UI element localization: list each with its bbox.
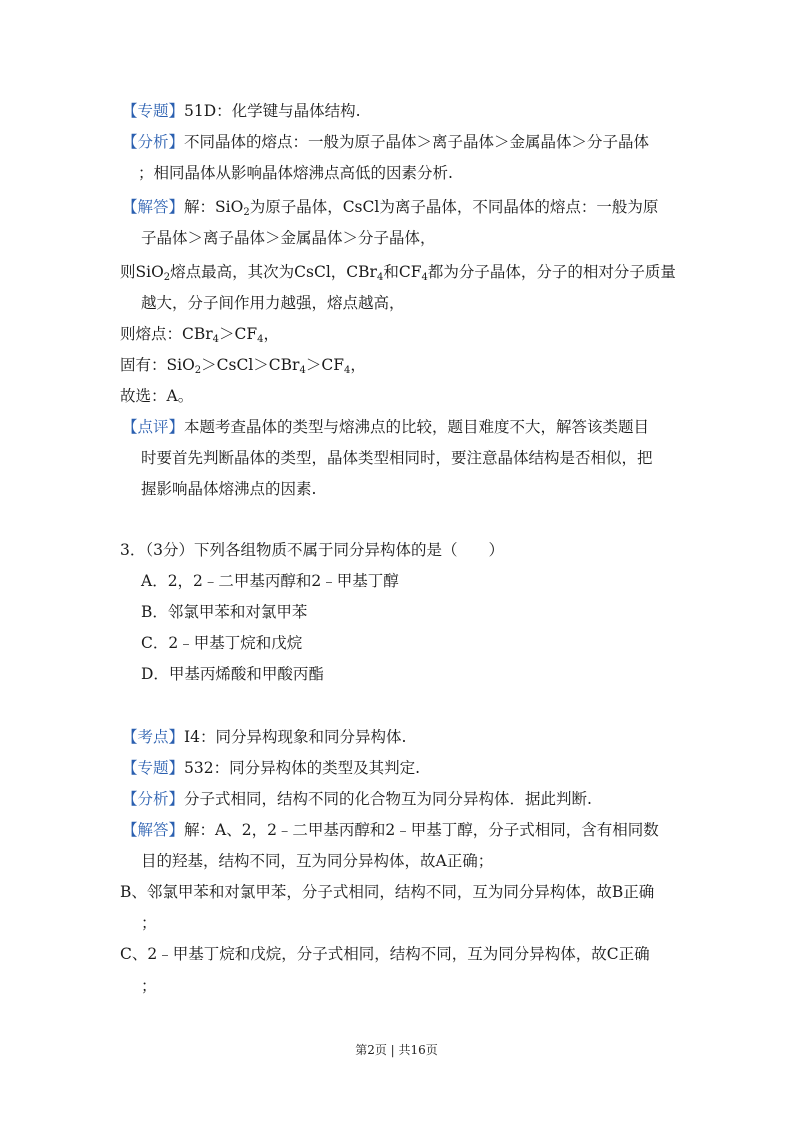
text: 和CF bbox=[383, 263, 422, 281]
option-d-text: D．甲基丙烯酸和甲酸丙酯 bbox=[141, 665, 324, 683]
answer-text-8: 解：A、2，2﹣二甲基丙醇和2﹣甲基丁醇，分子式相同，含有相同数 bbox=[184, 821, 659, 839]
comment-text-3: 握影响晶体熔沸点的因素. bbox=[141, 480, 317, 498]
option-a-text: A．2，2﹣二甲基丙醇和2﹣甲基丁醇 bbox=[141, 572, 399, 590]
text: 熔点最高，其次为CsCl，CBr bbox=[170, 263, 377, 281]
answer-line-1 bbox=[122, 197, 658, 217]
comment-text-1: 本题考查晶体的类型与熔沸点的比较，题目难度不大，解答该类题目 bbox=[184, 418, 650, 436]
topic-tag-2: 【专题】 bbox=[122, 759, 185, 777]
comment-line-2 bbox=[141, 448, 653, 468]
analysis-tag: 【分析】 bbox=[122, 133, 185, 151]
text: ＞CsCl＞CBr bbox=[201, 356, 300, 374]
comment-text-2: 时要首先判断晶体的类型，晶体类型相同时，要注意晶体结构是否相似，把 bbox=[141, 449, 653, 467]
option-d bbox=[141, 664, 324, 684]
option-b-text: B．邻氯甲苯和对氯甲苯 bbox=[141, 603, 308, 621]
text: ＞CF bbox=[305, 356, 344, 374]
analysis-text-3: 分子式相同，结构不同的化合物互为同分异构体．据此判断. bbox=[184, 790, 592, 808]
topic-line-2 bbox=[122, 758, 420, 778]
answer-tag: 【解答】 bbox=[122, 198, 185, 216]
option-b bbox=[141, 602, 307, 622]
answer-line-2 bbox=[141, 228, 436, 248]
subscript: 4 bbox=[257, 334, 264, 345]
point-line bbox=[122, 727, 406, 747]
comment-tag: 【点评】 bbox=[122, 418, 185, 436]
answer-text-b: B、邻氯甲苯和对氯甲苯，分子式相同，结构不同，互为同分异构体，故B正确 bbox=[120, 883, 655, 901]
text: ＞CF bbox=[219, 325, 258, 343]
answer-line-3 bbox=[120, 262, 676, 282]
topic-line-1 bbox=[122, 101, 361, 121]
topic-text-2: 532：同分异构体的类型及其判定. bbox=[184, 759, 421, 777]
subscript: 2 bbox=[243, 207, 250, 218]
point-text: I4：同分异构现象和同分异构体. bbox=[184, 728, 407, 746]
page-footer bbox=[0, 1041, 793, 1058]
answer-line-6 bbox=[120, 355, 366, 375]
text: 则熔点：CBr bbox=[120, 325, 213, 343]
answer-line-8 bbox=[122, 820, 659, 840]
text: 故选：A。 bbox=[120, 387, 194, 405]
subscript: 4 bbox=[299, 365, 306, 376]
question-stem bbox=[120, 540, 504, 560]
option-c-text: C．2﹣甲基丁烷和戊烷 bbox=[141, 634, 303, 652]
text: 则SiO bbox=[120, 263, 164, 281]
question-text: 3．（3分）下列各组物质不属于同分异构体的是（ ） bbox=[120, 541, 504, 559]
subscript: 2 bbox=[163, 272, 171, 283]
comment-line-1 bbox=[122, 417, 649, 437]
topic-text: 51D：化学键与晶体结构. bbox=[184, 102, 361, 120]
answer-text-2: 子晶体＞离子晶体＞金属晶体＞分子晶体， bbox=[141, 229, 436, 247]
answer-line-b-semi bbox=[141, 913, 157, 933]
analysis-tag-2: 【分析】 bbox=[122, 790, 185, 808]
point-tag: 【考点】 bbox=[122, 728, 185, 746]
answer-tag-2: 【解答】 bbox=[122, 821, 185, 839]
analysis-line-3 bbox=[122, 789, 592, 809]
subscript: 4 bbox=[343, 365, 351, 376]
text: ， bbox=[263, 325, 280, 343]
subscript: 4 bbox=[421, 272, 428, 283]
comment-line-3 bbox=[141, 479, 316, 499]
option-a bbox=[141, 571, 399, 591]
answer-line-5 bbox=[120, 324, 279, 344]
text: 越大，分子间作用力越强，熔点越高， bbox=[141, 294, 405, 312]
topic-tag: 【专题】 bbox=[122, 102, 185, 120]
answer-line-7 bbox=[120, 386, 193, 406]
answer-line-c-semi bbox=[141, 976, 157, 996]
answer-line-9 bbox=[141, 851, 493, 871]
answer-line-4 bbox=[141, 293, 405, 313]
answer-line-b bbox=[120, 882, 654, 902]
answer-text-9: 目的羟基，结构不同，互为同分异构体，故A正确； bbox=[141, 852, 494, 870]
analysis-text-1: 不同晶体的熔点：一般为原子晶体＞离子晶体＞金属晶体＞分子晶体 bbox=[184, 133, 650, 151]
answer-text-c-semi: ； bbox=[141, 977, 157, 995]
subscript: 4 bbox=[212, 334, 220, 345]
answer-text-1a: 解：SiO bbox=[184, 198, 244, 216]
answer-text-c: C、2﹣甲基丁烷和戊烷，分子式相同，结构不同，互为同分异构体，故C正确 bbox=[120, 945, 650, 963]
option-c bbox=[141, 633, 302, 653]
answer-text-1b: 为原子晶体，CsCl为离子晶体，不同晶体的熔点：一般为原 bbox=[249, 198, 659, 216]
analysis-line-1 bbox=[122, 132, 649, 152]
answer-text-b-semi: ； bbox=[141, 914, 157, 932]
subscript: 2 bbox=[194, 365, 202, 376]
text: ， bbox=[350, 356, 366, 374]
text: 都为分子晶体，分子的相对分子质量 bbox=[427, 263, 676, 281]
subscript: 4 bbox=[376, 272, 384, 283]
page-number: 第2页 | 共16页 bbox=[355, 1043, 438, 1057]
answer-line-c bbox=[120, 944, 650, 964]
analysis-line-2 bbox=[138, 163, 453, 183]
text: 固有：SiO bbox=[120, 356, 195, 374]
analysis-text-2: ；相同晶体从影响晶体熔沸点高低的因素分析. bbox=[138, 164, 453, 182]
